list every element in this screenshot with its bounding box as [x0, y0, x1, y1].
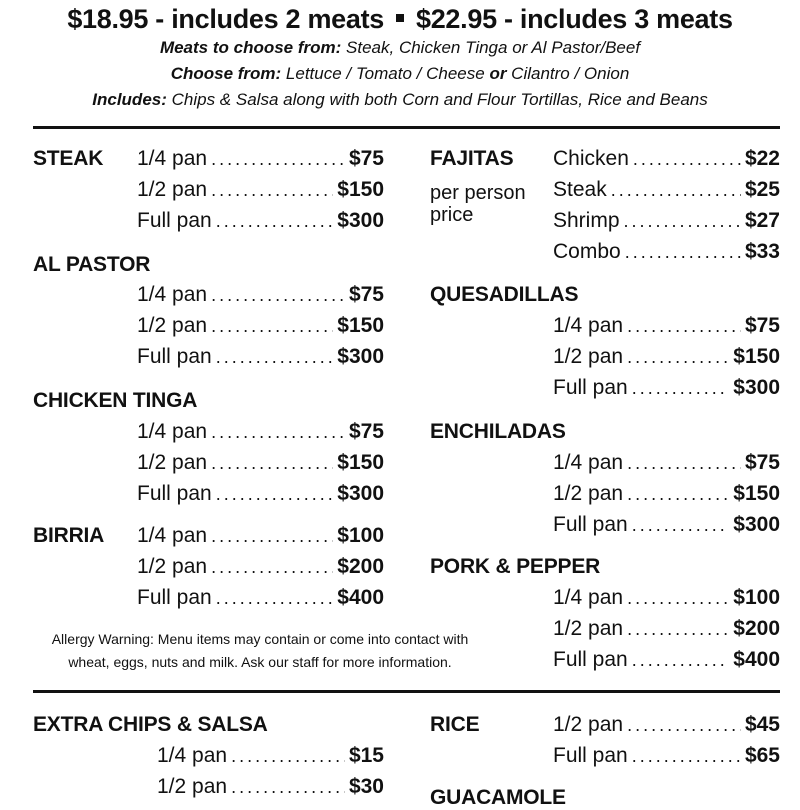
leader-dots: [632, 515, 730, 536]
leader-dots: [627, 347, 729, 368]
fajitas-title: FAJITAS: [430, 147, 514, 170]
item-label: Full pan: [553, 513, 628, 536]
leader-dots: [625, 242, 741, 263]
leader-dots: [627, 484, 729, 505]
chicken-tinga-item-2: [137, 451, 384, 481]
item-price: $150: [337, 314, 384, 337]
meats-value: Steak, Chicken Tinga or Al Pastor/Beef: [346, 38, 641, 57]
item-price: $100: [733, 586, 780, 609]
chicken-tinga-title: CHICKEN TINGA: [33, 389, 198, 412]
item-label: 1/2 pan: [137, 178, 208, 201]
item-price: $100: [337, 524, 384, 547]
quesadillas-item-3: [553, 376, 780, 406]
choose-or: or: [489, 64, 507, 83]
fajitas-note: per person price: [430, 182, 526, 226]
item-label: 1/4 pan: [553, 586, 624, 609]
leader-dots: [633, 149, 741, 170]
leader-dots: [231, 777, 345, 798]
steak-item-2: [137, 178, 384, 208]
item-price: $300: [337, 482, 384, 505]
fajitas-item-2: [553, 178, 780, 208]
birria-title: BIRRIA: [33, 524, 105, 547]
al-pastor-item-3: [137, 345, 384, 375]
item-label: 1/4 pan: [137, 283, 208, 306]
includes-value: Chips & Salsa along with both Corn and Flour Tortillas, Rice and Beans: [171, 90, 708, 109]
allergy-line-2: wheat, eggs, nuts and milk. Ask our staff for more information.: [68, 654, 452, 670]
leader-dots: [216, 484, 334, 505]
item-label: 1/2 pan: [157, 775, 228, 798]
allergy-line-1: Allergy Warning: Menu items may contain or come into contact with: [51, 631, 469, 647]
leader-dots: [632, 746, 741, 767]
item-price: $30: [348, 775, 384, 798]
includes-line: [0, 87, 800, 113]
price-3-meats: $22.95 - includes 3 meats: [416, 4, 733, 34]
leader-dots: [211, 285, 345, 306]
leader-dots: [611, 180, 741, 201]
item-label: Shrimp: [553, 209, 620, 232]
quesadillas-item-2: [553, 345, 780, 375]
item-label: 1/4 pan: [137, 147, 208, 170]
leader-dots: [632, 378, 730, 399]
fajitas-item-4: [553, 240, 780, 270]
leader-dots: [627, 619, 729, 640]
item-label: 1/2 pan: [137, 451, 208, 474]
fajitas-item-3: [553, 209, 780, 239]
leader-dots: [211, 149, 345, 170]
choose-label: Choose from:: [170, 64, 282, 83]
item-label: 1/2 pan: [553, 713, 624, 736]
meats-line: [0, 35, 800, 61]
al-pastor-item-2: [137, 314, 384, 344]
item-label: Combo: [553, 240, 621, 263]
item-price: $150: [337, 451, 384, 474]
steak-item-3: [137, 209, 384, 239]
item-price: $75: [348, 283, 384, 306]
quesadillas-title: QUESADILLAS: [430, 283, 579, 306]
leader-dots: [211, 453, 333, 474]
item-label: Full pan: [553, 744, 628, 767]
item-price: $75: [744, 451, 780, 474]
rice-title: RICE: [430, 713, 480, 736]
leader-dots: [627, 588, 729, 609]
item-price: $300: [337, 345, 384, 368]
leader-dots: [211, 180, 333, 201]
extra-chips-item-1: [157, 744, 384, 774]
item-label: Full pan: [137, 209, 212, 232]
item-label: 1/2 pan: [553, 482, 624, 505]
steak-item-1: [137, 147, 384, 177]
al-pastor-title: AL PASTOR: [33, 253, 151, 276]
item-label: 1/2 pan: [553, 345, 624, 368]
leader-dots: [627, 715, 741, 736]
item-price: $150: [337, 178, 384, 201]
chicken-tinga-item-3: [137, 482, 384, 512]
birria-item-2: [137, 555, 384, 585]
item-label: 1/4 pan: [137, 420, 208, 443]
item-price: $150: [733, 482, 780, 505]
leader-dots: [216, 211, 334, 232]
item-price: $300: [733, 376, 780, 399]
menu-header: [0, 4, 800, 113]
choose-line: [0, 61, 800, 87]
item-price: $45: [744, 713, 780, 736]
chicken-tinga-item-1: [137, 420, 384, 450]
item-price: $22: [744, 147, 780, 170]
guacamole-title: GUACAMOLE: [430, 786, 566, 809]
item-price: $400: [337, 586, 384, 609]
leader-dots: [632, 650, 730, 671]
al-pastor-item-1: [137, 283, 384, 313]
item-price: $65: [744, 744, 780, 767]
item-price: $27: [744, 209, 780, 232]
item-label: Chicken: [553, 147, 629, 170]
choose-option-a: Lettuce / Tomato / Cheese: [285, 64, 485, 83]
enchiladas-item-2: [553, 482, 780, 512]
enchiladas-title: ENCHILADAS: [430, 420, 566, 443]
extra-chips-title: EXTRA CHIPS & SALSA: [33, 713, 268, 736]
leader-dots: [216, 588, 334, 609]
item-price: $75: [348, 420, 384, 443]
leader-dots: [627, 316, 741, 337]
fajitas-item-1: [553, 147, 780, 177]
item-label: Full pan: [553, 376, 628, 399]
pork-pepper-item-2: [553, 617, 780, 647]
pork-pepper-item-1: [553, 586, 780, 616]
quesadillas-item-1: [553, 314, 780, 344]
item-label: 1/4 pan: [553, 451, 624, 474]
item-label: 1/2 pan: [137, 555, 208, 578]
leader-dots: [216, 347, 334, 368]
leader-dots: [211, 526, 333, 547]
item-label: Full pan: [137, 482, 212, 505]
leader-dots: [627, 453, 741, 474]
item-price: $15: [348, 744, 384, 767]
choose-option-b: Cilantro / Onion: [511, 64, 630, 83]
item-price: $400: [733, 648, 780, 671]
divider-bottom: [33, 690, 780, 693]
item-price: $25: [744, 178, 780, 201]
item-price: $200: [337, 555, 384, 578]
pork-pepper-title: PORK & PEPPER: [430, 555, 601, 578]
item-label: 1/4 pan: [553, 314, 624, 337]
item-label: 1/2 pan: [553, 617, 624, 640]
price-2-meats: $18.95 - includes 2 meats: [67, 4, 384, 34]
item-label: 1/2 pan: [137, 314, 208, 337]
birria-item-3: [137, 586, 384, 616]
rice-item-2: [553, 744, 780, 774]
separator-square-icon: [396, 14, 404, 22]
enchiladas-item-3: [553, 513, 780, 543]
item-label: Full pan: [137, 345, 212, 368]
item-price: $300: [733, 513, 780, 536]
item-price: $200: [733, 617, 780, 640]
meats-label: Meats to choose from:: [159, 38, 342, 57]
price-line: [0, 4, 800, 35]
pork-pepper-item-3: [553, 648, 780, 678]
item-price: $75: [744, 314, 780, 337]
item-label: Steak: [553, 178, 607, 201]
item-price: $150: [733, 345, 780, 368]
divider-top: [33, 126, 780, 129]
leader-dots: [624, 211, 741, 232]
allergy-warning: [20, 628, 500, 674]
leader-dots: [211, 422, 345, 443]
leader-dots: [211, 316, 333, 337]
item-price: $33: [744, 240, 780, 263]
leader-dots: [231, 746, 345, 767]
item-price: $300: [337, 209, 384, 232]
includes-label: Includes:: [92, 90, 167, 109]
item-label: 1/4 pan: [157, 744, 228, 767]
item-label: 1/4 pan: [137, 524, 208, 547]
extra-chips-item-2: [157, 775, 384, 805]
item-label: Full pan: [553, 648, 628, 671]
enchiladas-item-1: [553, 451, 780, 481]
birria-item-1: [137, 524, 384, 554]
rice-item-1: [553, 713, 780, 743]
steak-title: STEAK: [33, 147, 104, 170]
item-price: $75: [348, 147, 384, 170]
leader-dots: [211, 557, 333, 578]
item-label: Full pan: [137, 586, 212, 609]
